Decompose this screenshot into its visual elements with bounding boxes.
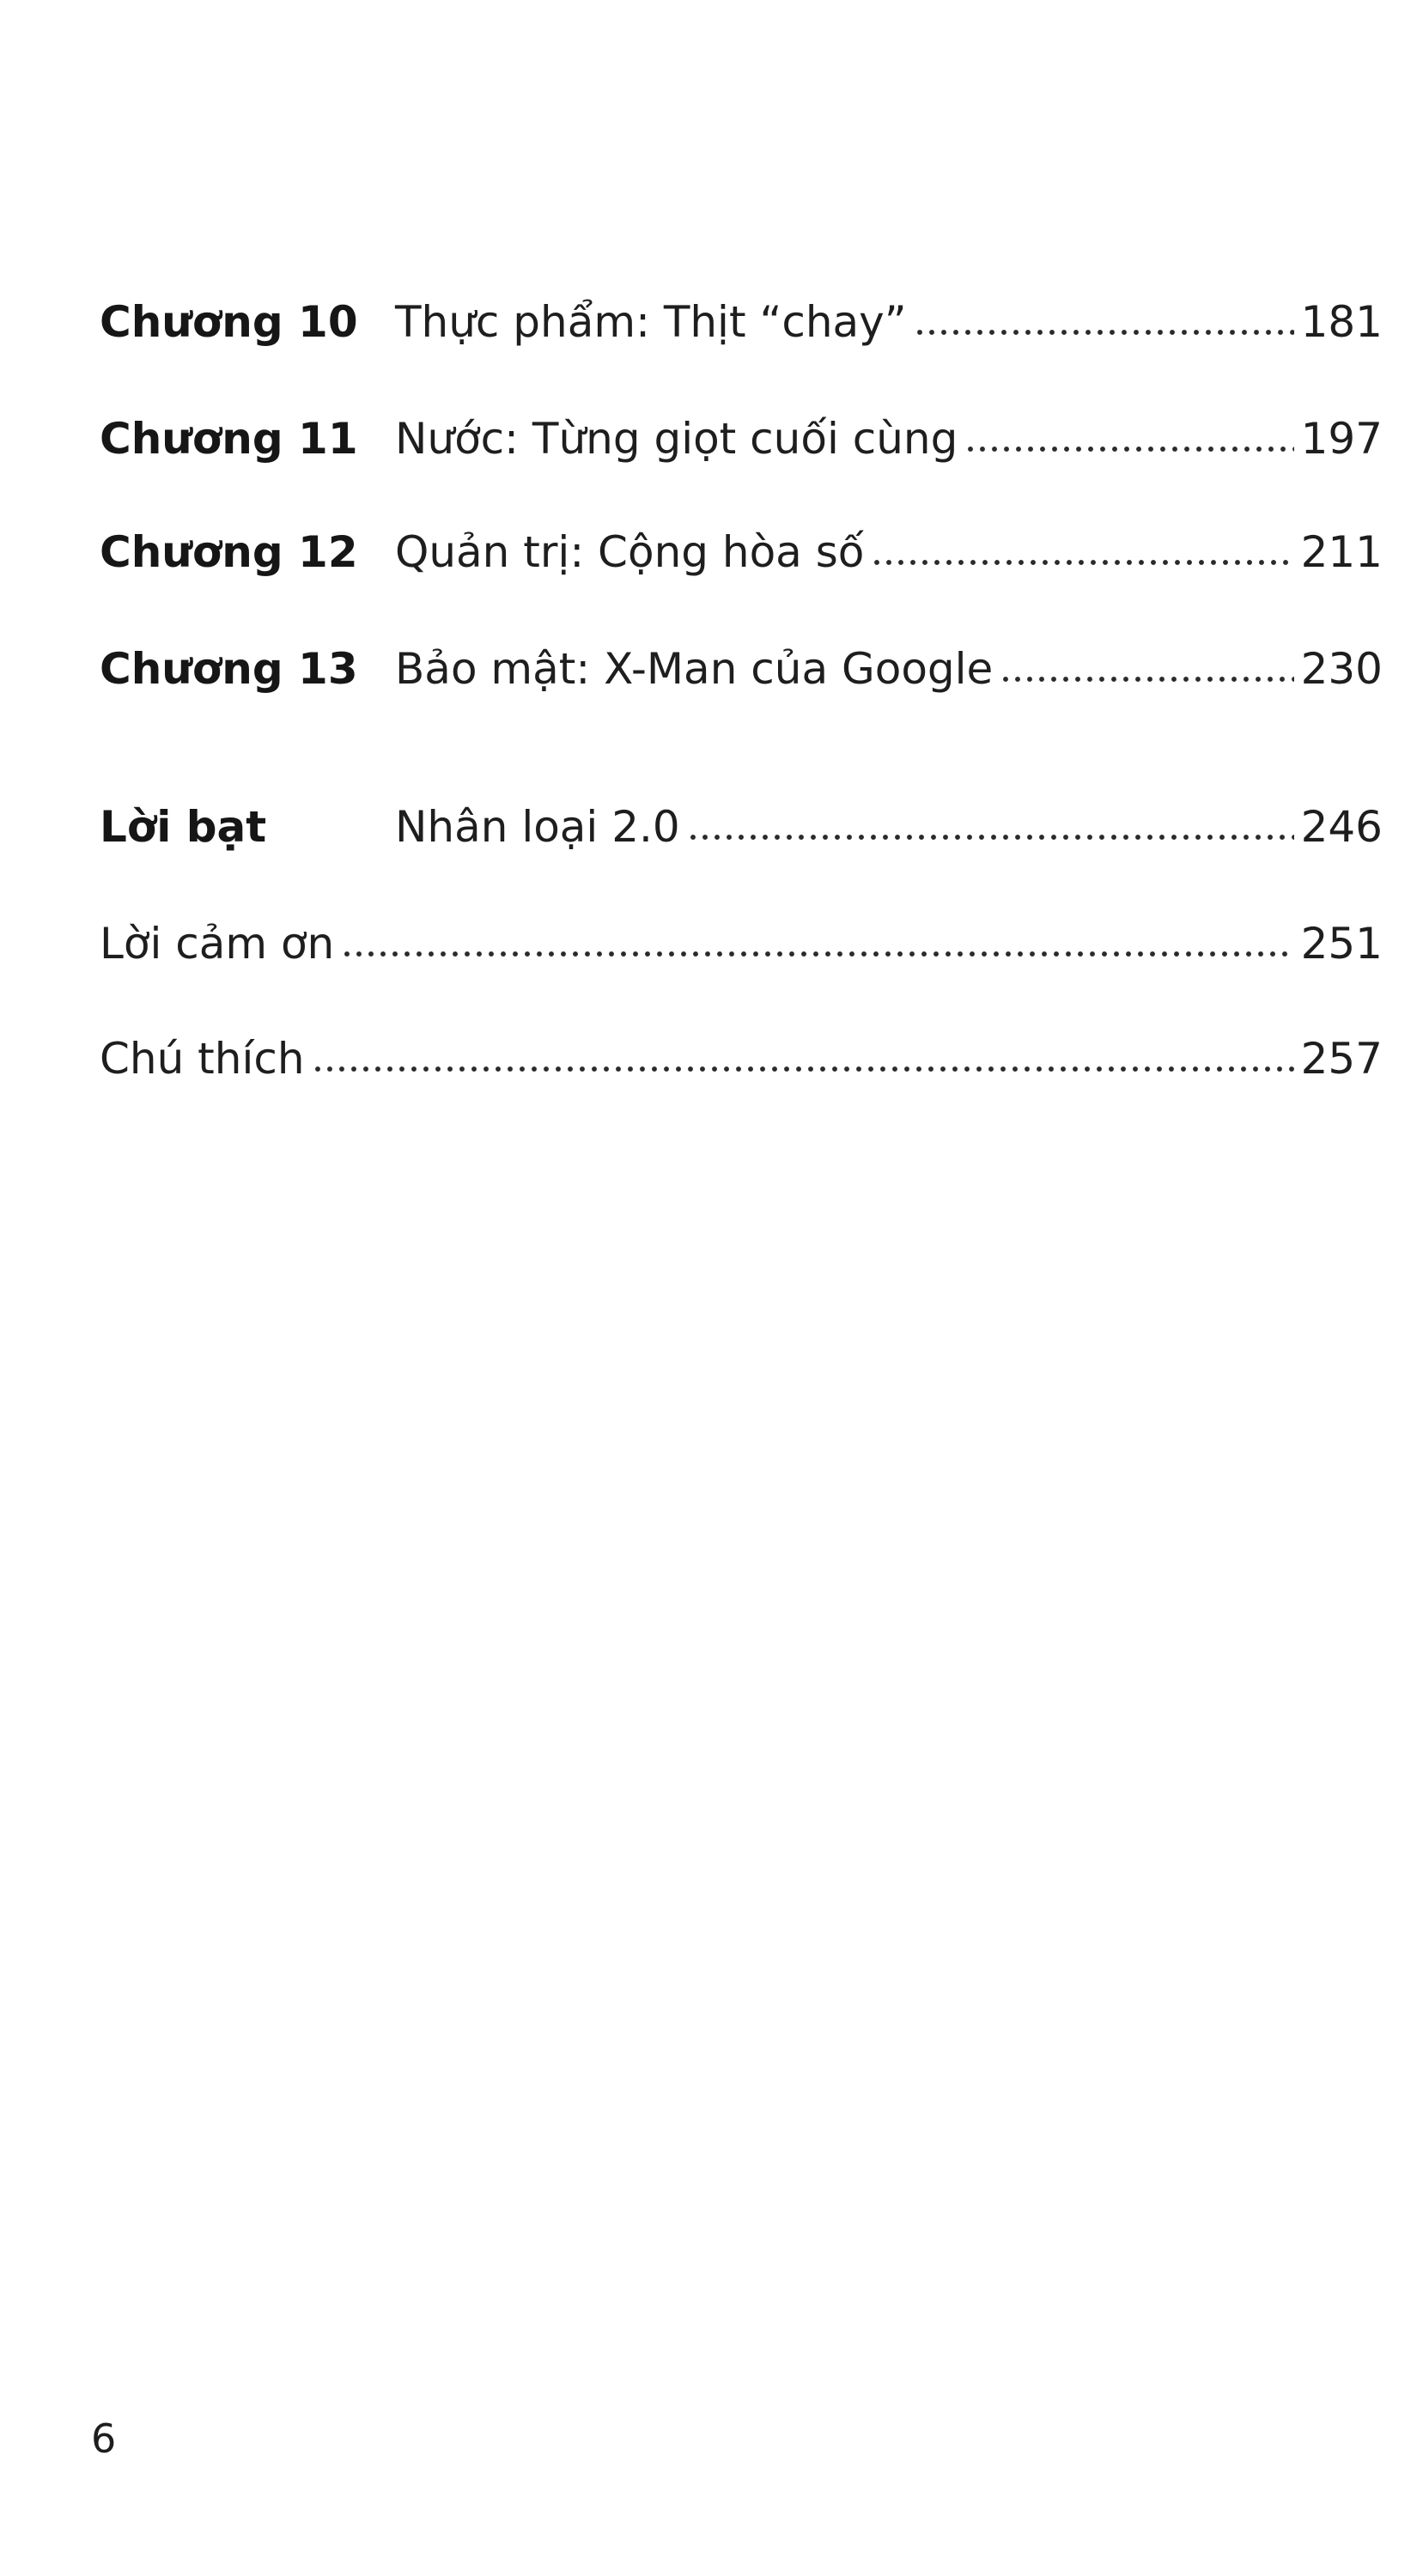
toc-entry-page: 257	[1300, 1034, 1383, 1084]
toc-entry-notes	[100, 1020, 1383, 1097]
toc-entry-chapter-11	[100, 400, 1383, 477]
toc-entry-chapter-10	[100, 283, 1383, 361]
toc-entry-page: 197	[1300, 414, 1383, 464]
dot-leader	[964, 445, 1293, 453]
toc-entry-label: Chương 12	[100, 527, 358, 577]
toc-entry-label: Lời bạt	[100, 802, 267, 852]
dot-leader	[914, 328, 1294, 337]
toc-entry-page: 181	[1300, 297, 1383, 347]
toc-entry-label: Chương 10	[100, 297, 358, 347]
toc-entry-chapter-12	[100, 513, 1383, 591]
toc-entry-page: 251	[1300, 919, 1383, 969]
dot-leader	[1000, 675, 1293, 683]
page-number: 6	[91, 2415, 117, 2462]
toc-entry-title: Chú thích	[100, 1034, 305, 1084]
toc-entry-title: Lời cảm ơn	[100, 919, 335, 969]
toc-entry-page: 211	[1300, 527, 1383, 577]
toc-entry-afterword	[100, 788, 1383, 866]
dot-leader	[871, 558, 1293, 567]
dot-leader	[341, 950, 1293, 958]
toc-entry-chapter-13	[100, 630, 1383, 708]
toc-entry-title: Quản trị: Cộng hòa số	[395, 527, 865, 577]
toc-entry-acknowledgements	[100, 905, 1383, 982]
toc-entry-label: Chương 11	[100, 414, 358, 464]
toc-entry-page: 230	[1300, 644, 1383, 694]
toc-entry-title: Bảo mật: X-Man của Google	[395, 644, 994, 694]
toc-entry-title: Nhân loại 2.0	[395, 802, 680, 852]
toc-entry-title: Nước: Từng giọt cuối cùng	[395, 414, 958, 464]
dot-leader	[687, 833, 1294, 841]
toc-entry-label: Chương 13	[100, 644, 358, 694]
toc-entry-page: 246	[1300, 802, 1383, 852]
dot-leader	[312, 1065, 1294, 1073]
toc-entry-title: Thực phẩm: Thịt “chay”	[395, 297, 907, 347]
